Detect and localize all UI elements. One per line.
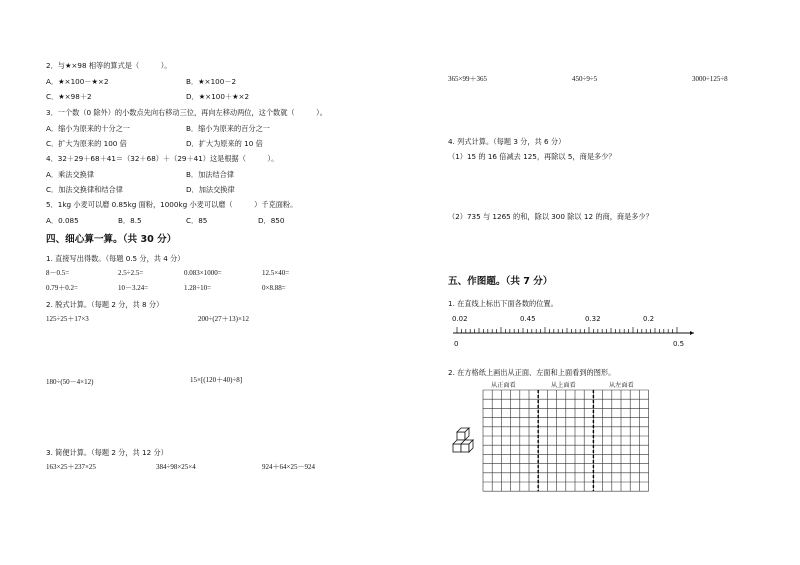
question-4-stem: 4．32＋29＋68＋41＝（32＋68）＋（29＋41）这是根据（ ）。 — [46, 154, 279, 163]
question-4-option-d: D．加法交换律 — [186, 185, 235, 194]
drawing-2-title: 2. 在方格纸上画出从正面、左面和上面看到的图形。 — [448, 368, 616, 377]
simple-calc-3: 924＋64×25－924 — [262, 463, 315, 471]
step-calc-4: 15×[(120＋40)÷8] — [190, 376, 243, 384]
step-calc-3: 180÷(50－4×12) — [46, 378, 94, 386]
question-2-option-a: A．★×100－★×2 — [46, 77, 109, 86]
part-1-title: 1. 直接写出得数。（每题 0.5 分，共 4 分） — [46, 254, 185, 263]
number-line[interactable] — [453, 327, 694, 335]
mental-calc-2: 2.5÷2.5= — [118, 269, 144, 277]
question-5-stem: 5．1kg 小麦可以磨 0.85kg 面粉，1000kg 小麦可以磨（ ）千克面粉。 — [46, 200, 298, 209]
step-calc-1: 125÷25＋17×3 — [46, 315, 89, 323]
part-2-title: 2. 脱式计算。（每题 2 分，共 8 分） — [46, 300, 164, 309]
simple-calc-2: 384÷98×25×4 — [156, 463, 196, 471]
number-label-4: 0.2 — [643, 315, 655, 323]
simple-calc-1: 163×25＋237×25 — [46, 463, 96, 471]
view-label-left: 从左面看 — [609, 382, 634, 389]
question-5-option-b: B．8.5 — [118, 216, 142, 225]
section-4-heading: 四、细心算一算。（共 30 分） — [46, 234, 177, 245]
section-5-heading: 五、作图题。（共 7 分） — [448, 276, 553, 287]
mental-calc-5: 0.79＋0.2= — [46, 284, 78, 292]
question-2-option-c: C．★×98＋2 — [46, 92, 92, 101]
cube-figure — [453, 428, 473, 452]
simple-calc-5: 450÷9÷5 — [572, 75, 598, 83]
mental-calc-3: 0.083×1000= — [184, 269, 222, 277]
question-5-option-c: C．85 — [186, 216, 208, 225]
question-4-option-c: C．加法交换律和结合律 — [46, 185, 123, 194]
mental-calc-8: 0×8.88= — [262, 284, 286, 292]
question-5-option-a: A．0.085 — [46, 216, 79, 225]
question-4-option-b: B．加法结合律 — [186, 170, 235, 179]
question-3-option-b: B．缩小为原来的百分之一 — [186, 124, 270, 133]
view-label-front: 从正面看 — [491, 382, 516, 389]
simple-calc-6: 3000÷125÷8 — [692, 75, 728, 83]
question-4-option-a: A．乘法交换律 — [46, 170, 95, 179]
mental-calc-4: 12.5×40= — [262, 269, 290, 277]
simple-calc-4: 365×99＋365 — [448, 75, 487, 83]
question-3-option-a: A．缩小为原来的十分之一 — [46, 124, 130, 133]
number-line-arrow — [690, 331, 694, 335]
question-2-option-d: D．★×100＋★×2 — [186, 92, 250, 101]
number-line-end: 0.5 — [673, 340, 685, 348]
question-3-option-d: D．扩大为原来的 10 倍 — [186, 139, 263, 148]
part-4-title: 4. 列式计算。（每题 3 分，共 6 分） — [448, 137, 566, 146]
word-problem-1: （1）15 的 16 倍减去 125，再除以 5，商是多少？ — [448, 152, 616, 161]
question-2-option-b: B．★×100－2 — [186, 77, 237, 86]
number-label-1: 0.02 — [452, 315, 468, 323]
question-3-option-c: C．扩大为原来的 100 倍 — [46, 139, 127, 148]
question-2-stem: 2．与★×98 相等的算式是（ ）。 — [46, 61, 172, 70]
mental-calc-6: 10－3.24= — [118, 284, 149, 292]
step-calc-2: 200÷(27＋13)×12 — [198, 315, 249, 323]
number-label-2: 0.45 — [520, 315, 536, 323]
question-3-stem: 3．一个数（0 除外）的小数点先向右移动三位，再向左移动两位，这个数就（ ）。 — [46, 108, 327, 117]
drawing-1-title: 1. 在直线上标出下面各数的位置。 — [448, 299, 558, 308]
grid-paper[interactable] — [483, 390, 649, 491]
part-3-title: 3. 简便计算。（每题 2 分，共 12 分） — [46, 448, 168, 457]
view-label-top: 从上面看 — [551, 382, 576, 389]
number-label-3: 0.32 — [585, 315, 601, 323]
word-problem-2: （2）735 与 1265 的和，除以 300 除以 12 的商，商是多少？ — [448, 212, 653, 221]
number-line-zero: 0 — [454, 340, 459, 348]
mental-calc-1: 8－0.5= — [46, 269, 70, 277]
question-5-option-d: D．850 — [258, 216, 285, 225]
mental-calc-7: 1.28÷10= — [184, 284, 212, 292]
